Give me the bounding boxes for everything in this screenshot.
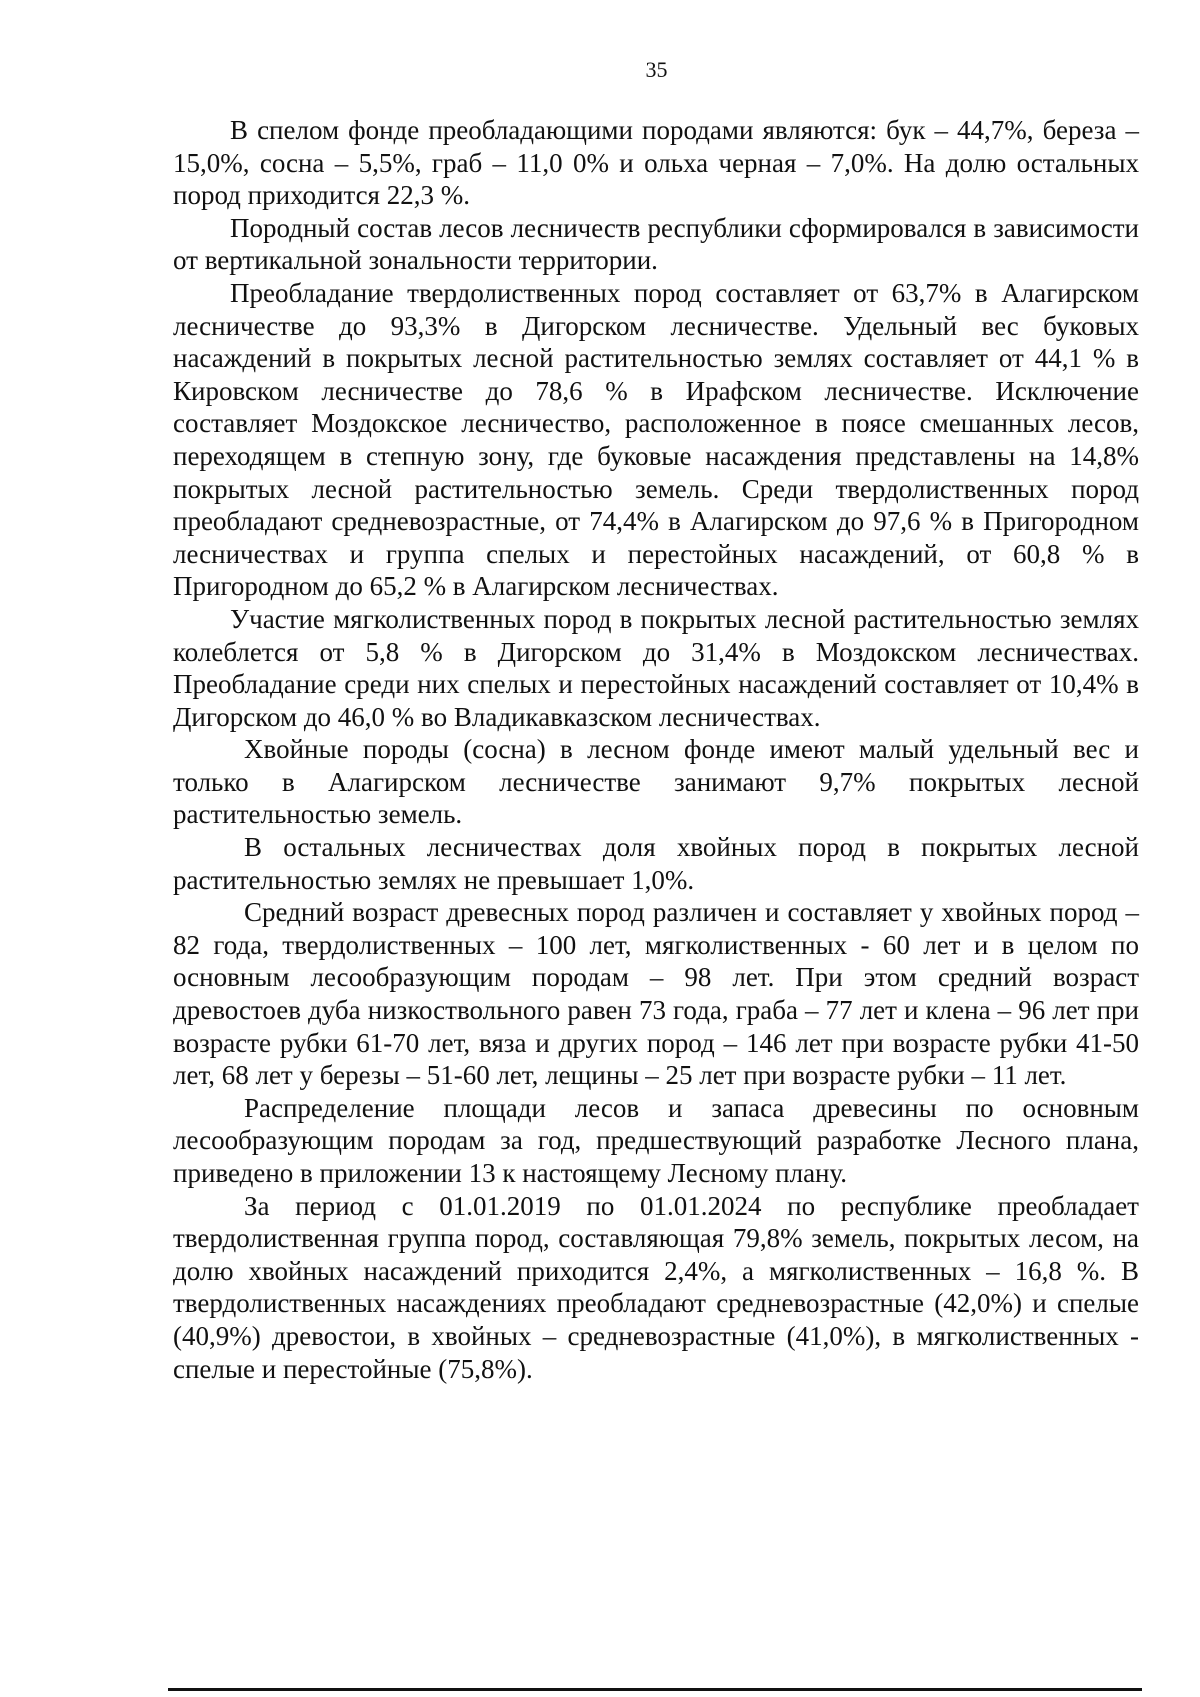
footer-rule bbox=[168, 1688, 1142, 1691]
document-body bbox=[173, 114, 1139, 1385]
paragraph-mature-stock: В спелом фонде преобладающими породами являются: бук – 44,7%, береза – 15,0%, сосна – 5,5%, граб – 11,0 0% и ольха черная – 7,0%. На долю остальных пород приходится 22,3 %. bbox=[173, 115, 1139, 211]
paragraph-species-composition: Породный состав лесов лесничеств республики сформировался в зависимости от вертикальной зональности территории. bbox=[173, 212, 1139, 276]
paragraph-distribution: Распределение площади лесов и запаса древесины по основным лесообразующим породам за год, предшествующий разработке Лесного плана, приведено в приложении 13 к настоящему Лесному плану. bbox=[173, 1092, 1139, 1188]
paragraph-period-summary: За период с 01.01.2019 по 01.01.2024 по республике преобладает твердолиственная группа пород, составляющая 79,8% земель, покрытых лесом, на долю хвойных насаждений приходится 2,4%, а мягколиственных – 16,8 %. В твердолиственных насаждениях преобладают средневозрастные (42,0%) и спелые (40,9%) древостои, в хвойных – средневозрастные (41,0%), в мягколиственных - спелые и перестойные (75,8%). bbox=[173, 1190, 1139, 1384]
paragraph-other-forestries: В остальных лесничествах доля хвойных пород в покрытых лесной растительностью землях не превышает 1,0%. bbox=[173, 832, 1139, 895]
paragraph-average-age: Средний возраст древесных пород различен и составляет у хвойных пород – 82 года, твердолиственных – 100 лет, мягколиственных - 60 лет и в целом по основным лесообразующим породам – 98 лет. При этом средний возраст древостоев дуба низкоствольного равен 73 года, граба – 77 лет и клена – 96 лет при возрасте рубки 61-70 лет, вяза и других пород – 146 лет при возрасте рубки 41-50 лет, 68 лет у березы – 51-60 лет, лещины – 25 лет при возрасте рубки – 11 лет. bbox=[173, 897, 1139, 1091]
paragraph-softwood-share: Участие мягколиственных пород в покрытых лесной растительностью землях колеблется от 5,8 % в Дигорском до 31,4% в Моздокском лесничествах. Преобладание среди них спелых и перестойных насаждений составляет от 10,4% в Дигорском до 46,0 % во Владикавказском лесничествах. bbox=[173, 603, 1139, 732]
page-number: 35 bbox=[645, 57, 668, 82]
paragraph-conifers: Хвойные породы (сосна) в лесном фонде имеют малый удельный вес и только в Алагирском лесничестве занимают 9,7% покрытых лесной растительностью земель. bbox=[173, 734, 1139, 830]
paragraph-hardwood-dominance: Преобладание твердолиственных пород составляет от 63,7% в Алагирском лесничестве до 93,3% в Дигорском лесничестве. Удельный вес буковых насаждений в покрытых лесной растительностью землях составляет от 44,1 % в Кировском лесничестве до 78,6 % в Ирафском лесничестве. Исключение составляет Моздокское лесничество, расположенное в поясе смешанных лесов, переходящем в степную зону, где буковые насаждения представлены на 14,8% покрытых лесной растительностью земель. Среди твердолиственных пород преобладают средневозрастные, от 74,4% в Алагирском до 97,6 % в Пригородном лесничествах и группа спелых и перестойных насаждений, от 60,8 % в Пригородном до 65,2 % в Алагирском лесничествах. bbox=[173, 277, 1139, 602]
